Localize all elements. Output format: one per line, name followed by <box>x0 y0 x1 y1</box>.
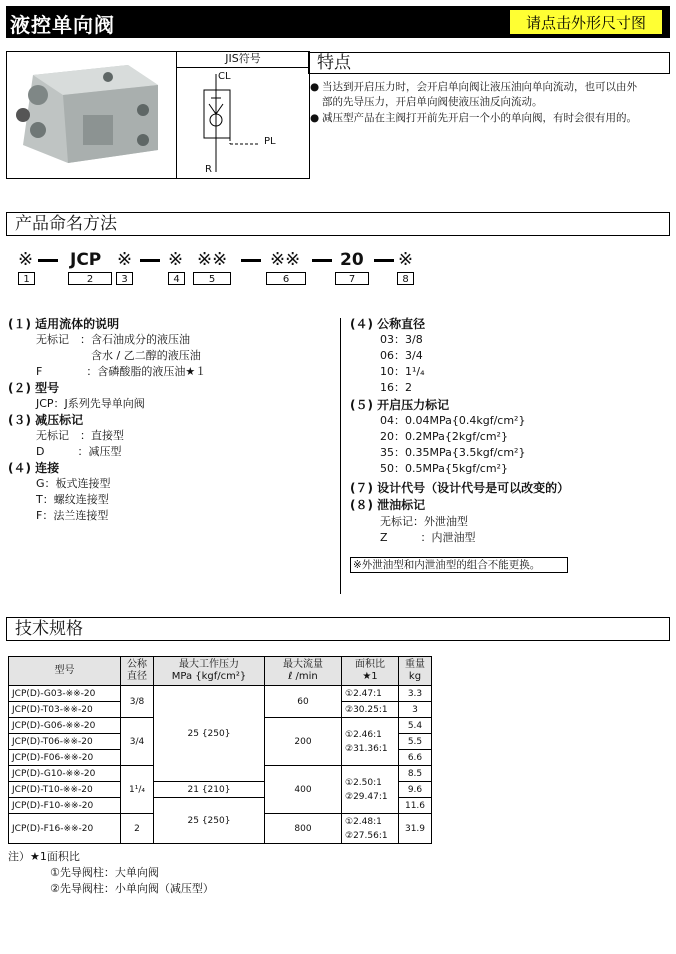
naming-right-line: Z ：内泄油型 <box>380 531 476 544</box>
feature-line-2: 部的先导压力，开启单向阀使液压油反向流动。 <box>322 96 543 108</box>
model-cell: JCP(D)-T03-※※-20 <box>9 702 121 718</box>
naming-right-line: 50：0.5MPa{5kgf/cm²} <box>380 462 508 475</box>
code-box-3: 3 <box>116 272 133 285</box>
features-heading: 特点 <box>308 52 670 74</box>
model-cell: JCP(D)-T06-※※-20 <box>9 734 121 750</box>
flow-cell: 800 <box>265 814 342 844</box>
ratio-cell <box>342 766 399 814</box>
code-part-4: ※ <box>168 249 184 270</box>
naming-right-line: (５) 开启压力标记 <box>350 398 450 412</box>
naming-left-line: (３) 减压标记 <box>8 413 84 427</box>
col-pressure: 最大工作压力 MPa {kgf/cm²} <box>154 657 265 686</box>
code-dash <box>241 259 261 262</box>
naming-left-line: F：法兰连接型 <box>36 509 109 522</box>
code-box-5: 5 <box>193 272 231 285</box>
naming-right-line: 16：2 <box>380 381 412 394</box>
naming-left-line: JCP：J系列先导单向阀 <box>36 397 145 410</box>
weight-cell: 5.4 <box>399 718 432 734</box>
column-divider <box>340 318 341 594</box>
ratio-line: ②29.47:1 <box>345 791 388 802</box>
ratio-line: ②31.36:1 <box>345 743 388 754</box>
col-flow: 最大流量 ℓ /min <box>265 657 342 686</box>
code-box-2: 2 <box>68 272 112 285</box>
code-box-8: 8 <box>397 272 414 285</box>
naming-left-line: (１) 适用流体的说明 <box>8 317 120 331</box>
code-dash <box>374 259 394 262</box>
size-cell: 3/8 <box>121 686 154 718</box>
drain-note: ※外泄油型和内泄油型的组合不能更换。 <box>350 557 568 573</box>
weight-cell: 3.3 <box>399 686 432 702</box>
model-cell: JCP(D)-T10-※※-20 <box>9 782 121 798</box>
code-box-1: 1 <box>18 272 35 285</box>
ratio-cell: ②30.25:1 <box>342 702 399 718</box>
flow-cell: 400 <box>265 766 342 814</box>
naming-left-line: (２) 型号 <box>8 381 60 395</box>
ratio-line: ①2.46:1 <box>345 729 382 740</box>
check-valve-symbol <box>176 68 310 178</box>
code-part-7: 20 <box>340 250 364 270</box>
jis-r-label: R <box>205 164 212 175</box>
naming-left-line: G：板式连接型 <box>36 477 111 490</box>
naming-right-line: 35：0.35MPa{3.5kgf/cm²} <box>380 446 526 459</box>
code-part-1: ※ <box>18 249 34 270</box>
code-part-8: ※ <box>398 249 414 270</box>
weight-cell: 6.6 <box>399 750 432 766</box>
ratio-cell <box>342 718 399 766</box>
naming-right-line: 03：3/8 <box>380 333 423 346</box>
model-cell: JCP(D)-F10-※※-20 <box>9 798 121 814</box>
valve-photo <box>8 55 173 170</box>
dimension-drawing-button[interactable]: 请点击外形尺寸图 <box>509 9 663 35</box>
ratio-line: ①2.48:1 <box>345 816 382 827</box>
code-dash <box>38 259 58 262</box>
col-size: 公称 直径 <box>121 657 154 686</box>
spec-table <box>8 656 432 844</box>
col-model: 型号 <box>9 657 121 686</box>
code-box-6: 6 <box>266 272 306 285</box>
naming-left-line: D ：减压型 <box>36 445 122 458</box>
flow-cell: 60 <box>265 686 342 718</box>
pressure-cell: 21 {210} <box>154 782 265 798</box>
pressure-cell: 25 {250} <box>154 686 265 782</box>
model-cell: JCP(D)-G10-※※-20 <box>9 766 121 782</box>
size-cell: 3/4 <box>121 718 154 766</box>
pressure-cell: 25 {250} <box>154 798 265 844</box>
col-weight: 重量 kg <box>399 657 432 686</box>
code-box-4: 4 <box>168 272 185 285</box>
code-box-7: 7 <box>335 272 369 285</box>
footnote-title: 注）★1面积比 <box>8 850 80 863</box>
size-cell: 1¹/₄ <box>121 766 154 814</box>
code-part-6: ※※ <box>270 249 301 270</box>
ratio-cell <box>342 814 399 844</box>
code-part-5: ※※ <box>197 249 228 270</box>
naming-right-line: 无标记：外泄油型 <box>380 515 468 528</box>
naming-left-line: 无标记 ：直接型 <box>36 429 124 442</box>
code-part-2: JCP <box>70 250 102 270</box>
model-cell: JCP(D)-F16-※※-20 <box>9 814 121 844</box>
weight-cell: 31.9 <box>399 814 432 844</box>
ratio-line: ②27.56:1 <box>345 830 388 841</box>
footnote-line-2: ②先导阀柱：小单向阀（减压型） <box>50 882 214 895</box>
feature-line-1: 当达到开启压力时，会开启单向阀让液压油向单向流动，也可以由外 <box>322 81 637 93</box>
flow-cell: 200 <box>265 718 342 766</box>
feature-line-3: 减压型产品在主阀打开前先开启一个小的单向阀，有时会很有用的。 <box>322 112 637 124</box>
naming-left-line: 无标记 ：含石油成分的液压油 <box>36 333 190 346</box>
naming-left-line: F ：含磷酸脂的液压油★１ <box>36 365 207 378</box>
jis-pl-label: PL <box>264 136 276 147</box>
naming-left-line: (４) 连接 <box>8 461 60 475</box>
naming-right-line: (４) 公称直径 <box>350 317 426 331</box>
code-part-3: ※ <box>117 249 133 270</box>
page-title: 液控单向阀 <box>10 13 115 37</box>
footnote-line-1: ①先导阀柱：大单向阀 <box>50 866 159 879</box>
naming-right-line: 20：0.2MPa{2kgf/cm²} <box>380 430 508 443</box>
ratio-line: ①2.50:1 <box>345 777 382 788</box>
model-cell: JCP(D)-F06-※※-20 <box>9 750 121 766</box>
naming-heading: 产品命名方法 <box>6 212 670 236</box>
size-cell: 2 <box>121 814 154 844</box>
col-ratio: 面积比 ★1 <box>342 657 399 686</box>
model-cell: JCP(D)-G06-※※-20 <box>9 718 121 734</box>
naming-left-line: T：螺纹连接型 <box>36 493 109 506</box>
table-row <box>9 686 432 702</box>
spec-heading: 技术规格 <box>6 617 670 641</box>
code-dash <box>140 259 160 262</box>
bullet-icon: ● <box>310 81 320 93</box>
weight-cell: 5.5 <box>399 734 432 750</box>
naming-right-line: (８) 泄油标记 <box>350 498 426 512</box>
weight-cell: 8.5 <box>399 766 432 782</box>
model-cell: JCP(D)-G03-※※-20 <box>9 686 121 702</box>
code-dash <box>312 259 332 262</box>
naming-right-line: 10：1¹/₄ <box>380 365 425 378</box>
naming-right-line: 04：0.04MPa{0.4kgf/cm²} <box>380 414 526 427</box>
weight-cell: 9.6 <box>399 782 432 798</box>
weight-cell: 11.6 <box>399 798 432 814</box>
table-header-row <box>9 657 432 686</box>
bullet-icon: ● <box>310 112 320 124</box>
jis-cl-label: CL <box>218 71 231 82</box>
ratio-cell: ①2.47:1 <box>342 686 399 702</box>
naming-right-line: (７) 设计代号（设计代号是可以改变的） <box>350 481 570 495</box>
weight-cell: 3 <box>399 702 432 718</box>
naming-left-line: 含水 / 乙二醇的液压油 <box>36 349 201 362</box>
naming-right-line: 06：3/4 <box>380 349 423 362</box>
jis-label: JIS符号 <box>176 51 310 68</box>
